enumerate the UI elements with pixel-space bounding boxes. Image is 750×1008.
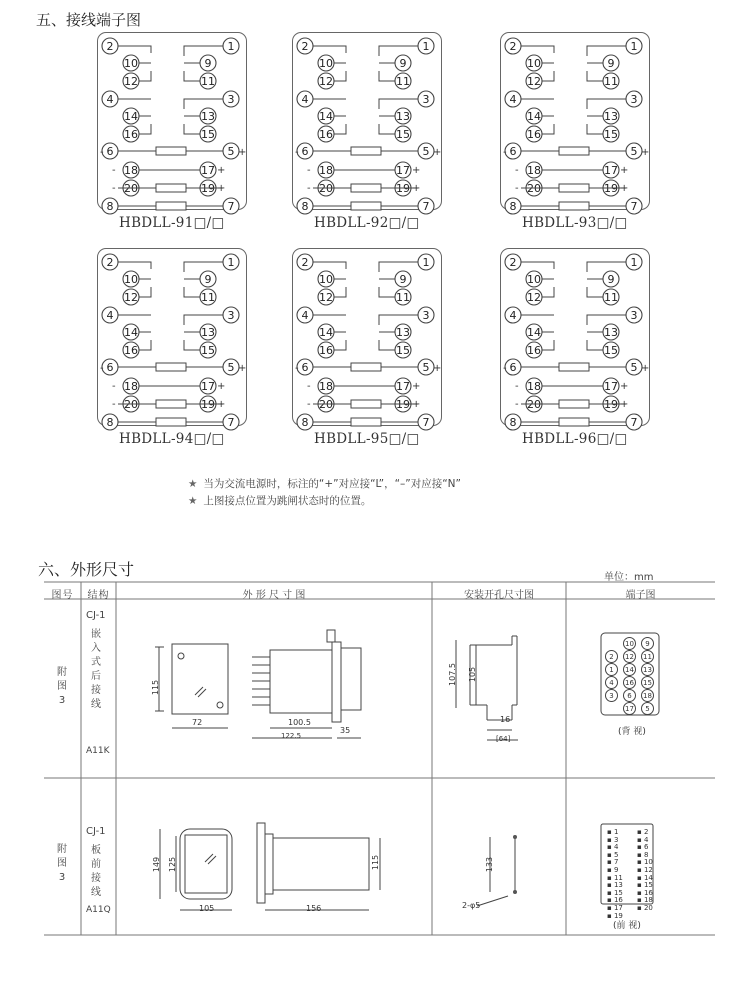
terminal-label: 12: [319, 75, 334, 89]
terminal-label: 12: [319, 291, 334, 305]
header-outline: 外 形 尺 寸 图: [242, 590, 306, 601]
terminal-dot: 18: [641, 689, 654, 702]
terminal-label: 3: [227, 93, 235, 107]
polarity-sign: -: [112, 399, 117, 411]
terminal-label: 7: [227, 200, 235, 214]
terminal-label: 4: [509, 93, 517, 107]
terminal-entry: ▪ 1: [607, 828, 619, 836]
terminal-list-left: [607, 829, 623, 920]
dim-122-5: 122.5: [281, 732, 302, 740]
terminal-label: 11: [201, 75, 216, 89]
row2-view: (前 视): [613, 921, 641, 931]
terminal-label: 14: [527, 326, 542, 340]
terminal-entry: ▪ 18: [637, 896, 653, 905]
terminal-label: 7: [422, 416, 430, 430]
row1-fig: 附 图 3: [57, 667, 67, 706]
terminal-dot: 15: [641, 676, 654, 689]
polarity-sign: +: [217, 381, 226, 393]
terminal-label: 15: [396, 344, 411, 358]
terminal-label: 17: [201, 164, 216, 178]
terminal-label: 17: [396, 164, 411, 178]
row1-view: (背 视): [618, 727, 646, 737]
terminal-label: 17: [604, 380, 619, 394]
terminal-label: 17: [396, 380, 411, 394]
terminal-label: 7: [630, 416, 638, 430]
polarity-sign: -: [515, 381, 520, 393]
polarity-sign: +: [217, 165, 226, 177]
terminal-entry: ▪ 17: [607, 903, 623, 912]
note-1: ★ 当为交流电源时，标注的“+”对应接“L”，“–”对应接“N”: [188, 478, 461, 490]
terminal-label: 2: [301, 256, 309, 270]
terminal-dot: 4: [605, 676, 618, 689]
terminal-label: 2: [509, 256, 517, 270]
terminal-entry: ▪ 8: [637, 850, 649, 859]
terminal-label: 3: [630, 309, 638, 323]
terminal-label: 12: [527, 291, 542, 305]
polarity-sign: +: [238, 147, 247, 159]
polarity-sign: -: [100, 147, 105, 159]
terminal-label: 9: [204, 57, 212, 71]
polarity-sign: +: [641, 147, 650, 159]
terminal-label: 11: [396, 291, 411, 305]
terminal-entry: ▪ 5: [607, 850, 619, 859]
polarity-sign: -: [295, 147, 300, 159]
polarity-sign: -: [307, 399, 312, 411]
terminal-label: 5: [227, 361, 235, 375]
polarity-sign: -: [503, 147, 508, 159]
terminal-label: 15: [604, 344, 619, 358]
terminal-label: 6: [509, 361, 517, 375]
polarity-sign: -: [515, 165, 520, 177]
terminal-entry: ▪ 10: [637, 858, 653, 867]
terminal-label: 3: [422, 93, 430, 107]
model-label: HBDLL-91□/□: [119, 215, 225, 231]
terminal-dot: 13: [641, 663, 654, 676]
terminal-dot: 3: [605, 689, 618, 702]
model-label: HBDLL-96□/□: [522, 431, 628, 447]
terminal-label: 2: [106, 256, 114, 270]
polarity-sign: +: [620, 165, 629, 177]
section6-title: 六、外形尺寸: [38, 560, 135, 579]
terminal-label: 16: [527, 344, 542, 358]
terminal-label: 8: [106, 200, 114, 214]
terminal-label: 16: [124, 128, 139, 142]
terminal-label: 15: [201, 344, 216, 358]
terminal-label: 19: [201, 182, 216, 196]
terminal-entry: ▪ 16: [607, 896, 623, 905]
dim-16: 16: [500, 715, 511, 724]
terminal-label: 13: [201, 110, 216, 124]
terminal-label: 10: [124, 273, 139, 287]
terminal-label: 20: [319, 398, 334, 412]
header-cutout: 安装开孔尺寸图: [464, 590, 534, 601]
terminal-label: 19: [604, 398, 619, 412]
star-icon: ★: [188, 478, 198, 490]
polarity-sign: -: [515, 183, 520, 195]
terminal-dot: 12: [623, 650, 636, 663]
terminal-label: 7: [227, 416, 235, 430]
terminal-dot: 11: [641, 650, 654, 663]
dim-149: 149: [152, 856, 162, 873]
header-struct: 结构: [87, 590, 110, 601]
polarity-sign: -: [112, 165, 117, 177]
terminal-label: 1: [422, 256, 430, 270]
terminal-label: 1: [630, 40, 638, 54]
terminal-list-right: [637, 829, 653, 913]
terminal-label: 10: [319, 273, 334, 287]
dim-107-5: 107.5: [447, 663, 457, 686]
terminal-label: 8: [509, 416, 517, 430]
terminal-entry: ▪ 11: [607, 873, 623, 882]
polarity-sign: +: [217, 399, 226, 411]
terminal-label: 8: [301, 200, 309, 214]
terminal-label: 14: [319, 110, 334, 124]
polarity-sign: +: [620, 399, 629, 411]
polarity-sign: -: [307, 183, 312, 195]
terminal-entry: ▪ 4: [607, 843, 619, 852]
polarity-sign: -: [295, 363, 300, 375]
terminal-label: 14: [527, 110, 542, 124]
terminal-label: 1: [630, 256, 638, 270]
dim-115: 115: [151, 679, 161, 696]
note-2: ★ 上图接点位置为跳闸状态时的位置。: [188, 495, 372, 507]
terminal-label: 13: [201, 326, 216, 340]
row2-code: CJ-1: [86, 826, 106, 837]
terminal-entry: ▪ 15: [637, 881, 653, 890]
terminal-label: 8: [509, 200, 517, 214]
terminal-label: 5: [422, 361, 430, 375]
terminal-label: 7: [630, 200, 638, 214]
terminal-label: 7: [422, 200, 430, 214]
terminal-label: 12: [527, 75, 542, 89]
polarity-sign: +: [641, 363, 650, 375]
terminal-label: 8: [106, 416, 114, 430]
terminal-label: 14: [319, 326, 334, 340]
terminal-label: 9: [607, 57, 615, 71]
terminal-label: 18: [527, 380, 542, 394]
polarity-sign: -: [307, 381, 312, 393]
terminal-label: 6: [301, 361, 309, 375]
row1-model: A11K: [86, 746, 110, 756]
header-terminal: 端子图: [625, 590, 656, 601]
terminal-label: 18: [319, 164, 334, 178]
polarity-sign: +: [217, 183, 226, 195]
dim-156: 156: [306, 904, 322, 913]
terminal-label: 2: [106, 40, 114, 54]
terminal-dot: 2: [605, 650, 618, 663]
terminal-label: 20: [124, 182, 139, 196]
terminal-dot: 5: [641, 702, 654, 715]
terminal-label: 1: [422, 40, 430, 54]
terminal-label: 9: [399, 57, 407, 71]
polarity-sign: -: [515, 399, 520, 411]
terminal-label: 3: [630, 93, 638, 107]
header-fig: 图号: [51, 590, 74, 601]
terminal-dot: 6: [623, 689, 636, 702]
model-label: HBDLL-93□/□: [522, 215, 628, 231]
terminal-label: 19: [604, 182, 619, 196]
terminal-label: 6: [301, 145, 309, 159]
terminal-label: 3: [422, 309, 430, 323]
terminal-dot: 10: [623, 637, 636, 650]
terminal-label: 20: [124, 398, 139, 412]
terminal-label: 5: [422, 145, 430, 159]
row2-model: A11Q: [86, 905, 111, 915]
terminal-label: 18: [319, 380, 334, 394]
terminal-dot: 1: [605, 663, 618, 676]
dim-64: [64]: [496, 735, 511, 743]
terminal-label: 9: [204, 273, 212, 287]
unit-label: 单位：mm: [604, 572, 654, 583]
dim-105: 105: [199, 904, 215, 913]
terminal-entry: ▪ 9: [607, 865, 619, 874]
terminal-label: 10: [527, 273, 542, 287]
terminal-label: 9: [399, 273, 407, 287]
terminal-label: 11: [396, 75, 411, 89]
terminal-label: 2: [509, 40, 517, 54]
terminal-label: 14: [124, 110, 139, 124]
terminal-label: 20: [527, 398, 542, 412]
polarity-sign: +: [433, 147, 442, 159]
row2-fig: 附 图 3: [57, 844, 67, 883]
polarity-sign: -: [100, 363, 105, 375]
terminal-entry: ▪ 16: [637, 888, 653, 897]
terminal-label: 13: [604, 326, 619, 340]
terminal-label: 19: [396, 398, 411, 412]
dim-133: 133: [485, 856, 495, 873]
terminal-label: 13: [396, 326, 411, 340]
terminal-label: 4: [301, 309, 309, 323]
terminal-label: 10: [527, 57, 542, 71]
dim-100-5: 100.5: [288, 718, 311, 727]
terminal-entry: ▪ 2: [637, 828, 649, 836]
terminal-label: 4: [301, 93, 309, 107]
row1-struct: 嵌 入 式 后 接 线: [91, 629, 101, 710]
terminal-label: 11: [604, 291, 619, 305]
star-icon: ★: [188, 495, 198, 507]
terminal-label: 4: [106, 309, 114, 323]
row2-struct: 板 前 接 线: [91, 845, 101, 898]
terminal-label: 19: [396, 182, 411, 196]
terminal-label: 5: [630, 361, 638, 375]
terminal-label: 18: [124, 164, 139, 178]
terminal-label: 1: [227, 256, 235, 270]
terminal-entry: ▪ 20: [637, 903, 653, 912]
terminal-label: 10: [124, 57, 139, 71]
terminal-label: 16: [319, 344, 334, 358]
dim-105: 105: [468, 666, 478, 683]
terminal-label: 3: [227, 309, 235, 323]
model-label: HBDLL-95□/□: [314, 431, 420, 447]
terminal-label: 13: [396, 110, 411, 124]
polarity-sign: +: [620, 381, 629, 393]
polarity-sign: -: [307, 165, 312, 177]
terminal-label: 10: [319, 57, 334, 71]
terminal-label: 2: [301, 40, 309, 54]
terminal-entry: ▪ 13: [607, 881, 623, 890]
dim-115-r2: 115: [371, 854, 381, 871]
terminal-entry: ▪ 12: [637, 865, 653, 874]
terminal-label: 16: [124, 344, 139, 358]
dim-72: 72: [192, 718, 203, 727]
polarity-sign: -: [503, 363, 508, 375]
polarity-sign: +: [620, 183, 629, 195]
terminal-dot: 17: [623, 702, 636, 715]
terminal-label: 15: [396, 128, 411, 142]
terminal-label: 20: [319, 182, 334, 196]
dim-125: 125: [168, 856, 178, 873]
terminal-label: 17: [201, 380, 216, 394]
terminal-dot: 14: [623, 663, 636, 676]
terminal-label: 16: [319, 128, 334, 142]
terminal-entry: ▪ 15: [607, 888, 623, 897]
model-label: HBDLL-92□/□: [314, 215, 420, 231]
terminal-label: 18: [124, 380, 139, 394]
terminal-label: 1: [227, 40, 235, 54]
terminal-label: 11: [201, 291, 216, 305]
terminal-label: 15: [201, 128, 216, 142]
terminal-label: 20: [527, 182, 542, 196]
terminal-dot: 9: [641, 637, 654, 650]
terminal-label: 15: [604, 128, 619, 142]
terminal-entry: ▪ 19: [607, 911, 623, 920]
terminal-entry: ▪ 14: [637, 873, 653, 882]
polarity-sign: +: [412, 381, 421, 393]
terminal-label: 18: [527, 164, 542, 178]
terminal-label: 13: [604, 110, 619, 124]
row1-code: CJ-1: [86, 610, 106, 621]
model-label: HBDLL-94□/□: [119, 431, 225, 447]
terminal-label: 8: [301, 416, 309, 430]
terminal-label: 14: [124, 326, 139, 340]
polarity-sign: -: [112, 183, 117, 195]
terminal-label: 19: [201, 398, 216, 412]
terminal-label: 5: [630, 145, 638, 159]
terminal-label: 17: [604, 164, 619, 178]
terminal-label: 5: [227, 145, 235, 159]
polarity-sign: +: [433, 363, 442, 375]
terminal-label: 6: [106, 361, 114, 375]
terminal-entry: ▪ 4: [637, 835, 649, 844]
terminal-label: 12: [124, 75, 139, 89]
polarity-sign: +: [412, 183, 421, 195]
section5-title: 五、接线端子图: [36, 11, 142, 29]
terminal-label: 4: [106, 93, 114, 107]
terminal-label: 6: [509, 145, 517, 159]
terminal-label: 16: [527, 128, 542, 142]
terminal-entry: ▪ 6: [637, 843, 649, 852]
polarity-sign: -: [112, 381, 117, 393]
dim-35: 35: [340, 726, 351, 735]
terminal-dot: 16: [623, 676, 636, 689]
polarity-sign: +: [412, 165, 421, 177]
polarity-sign: +: [238, 363, 247, 375]
terminal-label: 11: [604, 75, 619, 89]
terminal-label: 12: [124, 291, 139, 305]
dim-hole: 2-φ5: [462, 901, 481, 910]
terminal-label: 6: [106, 145, 114, 159]
terminal-label: 4: [509, 309, 517, 323]
terminal-label: 9: [607, 273, 615, 287]
terminal-entry: ▪ 7: [607, 858, 619, 867]
polarity-sign: +: [412, 399, 421, 411]
terminal-entry: ▪ 3: [607, 835, 619, 844]
